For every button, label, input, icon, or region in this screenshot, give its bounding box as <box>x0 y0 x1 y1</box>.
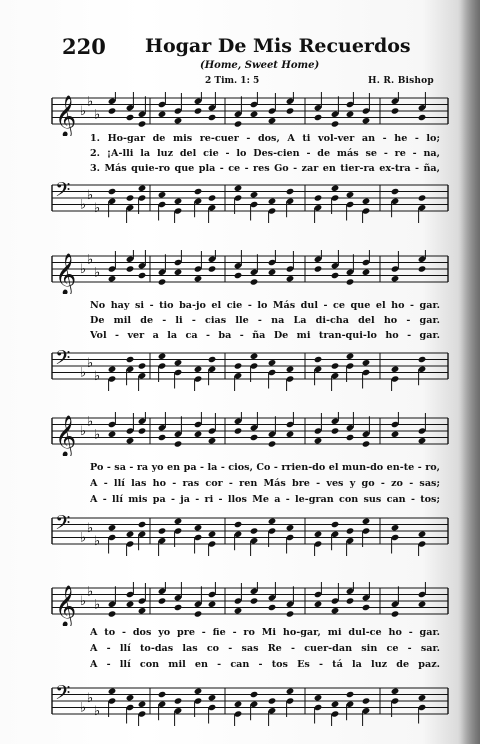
note-head <box>108 610 117 617</box>
note-head <box>286 610 295 617</box>
note-head <box>391 431 400 438</box>
note-head <box>250 353 259 360</box>
lyric-line: A to - dos yo pre - fie - ro Mi ho-gar, mi dul-ce ho - gar. <box>90 627 440 638</box>
note-head <box>208 601 217 608</box>
music-system-2 <box>50 250 450 385</box>
note-head <box>362 604 371 611</box>
lyric-line: Vol - ver a la ca - ba - ña De mi tran-qui-lo ho - gar. <box>90 330 440 341</box>
hymn-number: 220 <box>62 34 106 59</box>
flat-icon: ♭ <box>87 520 94 536</box>
note-head <box>268 518 277 525</box>
note-head <box>391 524 400 531</box>
note-head <box>126 437 135 444</box>
note-head <box>126 265 135 272</box>
note-head <box>208 265 217 272</box>
note-head <box>314 601 323 608</box>
hymn-subtitle: (Home, Sweet Home) <box>200 60 320 71</box>
note-head <box>126 531 135 538</box>
note-head <box>418 437 427 444</box>
note-head <box>108 188 117 195</box>
note-head <box>194 524 203 531</box>
note-head <box>174 198 183 205</box>
note-head <box>194 610 203 617</box>
lyric-line: De mil de - li - cias lle - na La di-cha del ho - gar. <box>90 315 440 326</box>
note-head <box>194 188 203 195</box>
note-head <box>174 604 183 611</box>
note-head <box>314 194 323 201</box>
note-head <box>346 691 355 698</box>
note-head <box>250 111 259 118</box>
music-system-3 <box>50 412 450 557</box>
note-head <box>286 188 295 195</box>
flat-icon: ♭ <box>80 365 87 381</box>
note-head <box>331 185 340 192</box>
flat-icon: ♭ <box>80 262 87 277</box>
page-edge-shadow <box>458 0 480 744</box>
note-head <box>268 604 277 611</box>
treble-clef-icon: 𝄞 <box>55 96 77 136</box>
note-head <box>158 111 167 118</box>
note-head <box>108 366 117 373</box>
note-head <box>286 431 295 438</box>
treble-clef-icon: 𝄞 <box>55 416 77 456</box>
note-head <box>331 362 340 369</box>
flat-icon: ♭ <box>94 265 101 281</box>
note-head <box>138 362 147 369</box>
note-head <box>250 434 259 441</box>
note-head <box>234 185 243 192</box>
note-head <box>108 107 117 114</box>
note-head <box>314 694 323 701</box>
note-head <box>234 607 243 614</box>
bass-staff <box>50 512 450 556</box>
note-head <box>362 198 371 205</box>
note-head <box>250 278 259 285</box>
note-head <box>418 114 427 121</box>
note-head <box>126 356 135 363</box>
music-system-4 <box>50 582 450 732</box>
note-head <box>158 527 167 534</box>
composer-credit: H. R. Bishop <box>368 76 434 86</box>
bass-clef-icon: 𝄢 <box>55 179 71 206</box>
note-head <box>331 120 340 127</box>
note-head <box>391 107 400 114</box>
note-head <box>126 601 135 608</box>
note-head <box>314 356 323 363</box>
hymn-title: Hogar De Mis Recuerdos <box>145 35 411 57</box>
note-head <box>194 275 203 282</box>
note-head <box>331 607 340 614</box>
note-head <box>194 431 203 438</box>
lyric-line: A - llí las ho - ras cor - ren Más bre - ves y go - zo - sas; <box>90 478 440 489</box>
flat-icon: ♭ <box>80 594 87 609</box>
treble-staff <box>50 412 450 456</box>
treble-clef-icon: 𝄞 <box>55 586 77 626</box>
music-system-1 <box>50 92 450 227</box>
bass-staff <box>50 179 450 223</box>
note-head <box>418 265 427 272</box>
bass-clef-icon: 𝄢 <box>55 347 71 374</box>
note-head <box>362 117 371 124</box>
flat-icon: ♭ <box>94 107 101 123</box>
note-head <box>250 691 259 698</box>
note-head <box>234 427 243 434</box>
note-head <box>138 521 147 528</box>
note-head <box>346 111 355 118</box>
lyric-line: 1. Ho-gar de mis re-cuer - dos, A ti vol-ver an - he - lo; <box>90 133 440 144</box>
note-head <box>138 120 147 127</box>
note-head <box>158 597 167 604</box>
note-head <box>331 701 340 708</box>
note-head <box>286 275 295 282</box>
note-head <box>418 694 427 701</box>
flat-icon: ♭ <box>94 200 101 216</box>
note-head <box>126 694 135 701</box>
note-head <box>194 366 203 373</box>
note-head <box>208 531 217 538</box>
note-head <box>286 688 295 695</box>
note-head <box>391 366 400 373</box>
flat-icon: ♭ <box>87 414 94 430</box>
note-head <box>362 440 371 447</box>
flat-icon: ♭ <box>94 597 101 613</box>
lyric-line: A - llí con mil en - can - tos Es - tá la luz de paz. <box>90 659 440 670</box>
note-head <box>268 198 277 205</box>
note-head <box>346 434 355 441</box>
note-head <box>234 362 243 369</box>
flat-icon: ♭ <box>87 252 94 268</box>
flat-icon: ♭ <box>94 427 101 443</box>
note-head <box>234 272 243 279</box>
note-head <box>331 427 340 434</box>
hymn-header <box>0 0 480 90</box>
flat-icon: ♭ <box>80 700 87 716</box>
scripture-reference: 2 Tim. 1: 5 <box>205 76 260 86</box>
note-head <box>194 688 203 695</box>
note-head <box>346 527 355 534</box>
bass-staff <box>50 347 450 391</box>
note-head <box>314 437 323 444</box>
lyric-line: 3. Más quie-ro que pla - ce - res Go - zar en tier-ra ex-tra - ña, <box>90 163 440 174</box>
note-head <box>362 359 371 366</box>
note-head <box>108 275 117 282</box>
note-head <box>108 431 117 438</box>
note-head <box>108 524 117 531</box>
flat-icon: ♭ <box>80 197 87 213</box>
lyric-line: A - llí to-das las co - sas Re - cuer-dan sin ce - sar. <box>90 643 440 654</box>
lyric-line: Po - sa - ra yo en pa - la - cios, Co - rrien-do el mun-do en-te - ro, <box>90 462 440 473</box>
flat-icon: ♭ <box>87 690 94 706</box>
bass-clef-icon: 𝄢 <box>55 682 71 709</box>
note-head <box>138 607 147 614</box>
note-head <box>391 688 400 695</box>
note-head <box>331 272 340 279</box>
lyric-line: A - llí mis pa - ja - ri - llos Me a - le-gran con sus can - tos; <box>90 494 440 505</box>
note-head <box>286 524 295 531</box>
flat-icon: ♭ <box>80 424 87 439</box>
treble-clef-icon: 𝄞 <box>55 254 77 294</box>
note-head <box>250 597 259 604</box>
note-head <box>234 521 243 528</box>
note-head <box>194 107 203 114</box>
note-head <box>158 191 167 198</box>
note-head <box>208 194 217 201</box>
note-head <box>174 269 183 276</box>
note-head <box>286 107 295 114</box>
note-head <box>234 120 243 127</box>
note-head <box>418 356 427 363</box>
note-head <box>314 531 323 538</box>
flat-icon: ♭ <box>94 703 101 719</box>
flat-icon: ♭ <box>87 584 94 600</box>
note-head <box>158 278 167 285</box>
treble-staff <box>50 92 450 136</box>
note-head <box>174 117 183 124</box>
note-head <box>138 427 147 434</box>
note-head <box>158 353 167 360</box>
note-head <box>208 356 217 363</box>
note-head <box>391 610 400 617</box>
note-head <box>138 701 147 708</box>
note-head <box>138 185 147 192</box>
flat-icon: ♭ <box>80 530 87 546</box>
note-head <box>234 701 243 708</box>
note-head <box>346 353 355 360</box>
note-head <box>126 114 135 121</box>
note-head <box>346 278 355 285</box>
note-head <box>418 194 427 201</box>
note-head <box>268 440 277 447</box>
flat-icon: ♭ <box>87 187 94 203</box>
note-head <box>158 691 167 698</box>
note-head <box>346 191 355 198</box>
lyric-line: 2. ¡A-lli la luz del cie - lo Des-cien - de más se - re - na, <box>90 148 440 159</box>
flat-icon: ♭ <box>94 368 101 384</box>
note-head <box>391 275 400 282</box>
note-head <box>391 188 400 195</box>
note-head <box>268 697 277 704</box>
treble-staff <box>50 582 450 626</box>
note-head <box>174 440 183 447</box>
note-head <box>418 601 427 608</box>
note-head <box>268 269 277 276</box>
note-head <box>108 688 117 695</box>
note-head <box>126 194 135 201</box>
note-head <box>362 518 371 525</box>
note-head <box>268 359 277 366</box>
flat-icon: ♭ <box>87 355 94 371</box>
bass-clef-icon: 𝄢 <box>55 512 71 539</box>
flat-icon: ♭ <box>80 104 87 119</box>
note-head <box>174 359 183 366</box>
lyric-line: No hay si - tio ba-jo el cie - lo Más dul - ce que el ho - gar. <box>90 300 440 311</box>
note-head <box>346 597 355 604</box>
note-head <box>208 114 217 121</box>
note-head <box>138 272 147 279</box>
flat-icon: ♭ <box>87 94 94 110</box>
note-head <box>158 434 167 441</box>
note-head <box>362 269 371 276</box>
note-head <box>208 437 217 444</box>
flat-icon: ♭ <box>94 533 101 549</box>
note-head <box>208 694 217 701</box>
note-head <box>331 521 340 528</box>
note-head <box>174 697 183 704</box>
note-head <box>314 114 323 121</box>
note-head <box>174 518 183 525</box>
note-head <box>286 366 295 373</box>
note-head <box>250 191 259 198</box>
note-head <box>268 117 277 124</box>
note-head <box>250 527 259 534</box>
note-head <box>314 265 323 272</box>
treble-staff <box>50 250 450 294</box>
bass-staff <box>50 682 450 726</box>
note-head <box>362 697 371 704</box>
note-head <box>418 531 427 538</box>
